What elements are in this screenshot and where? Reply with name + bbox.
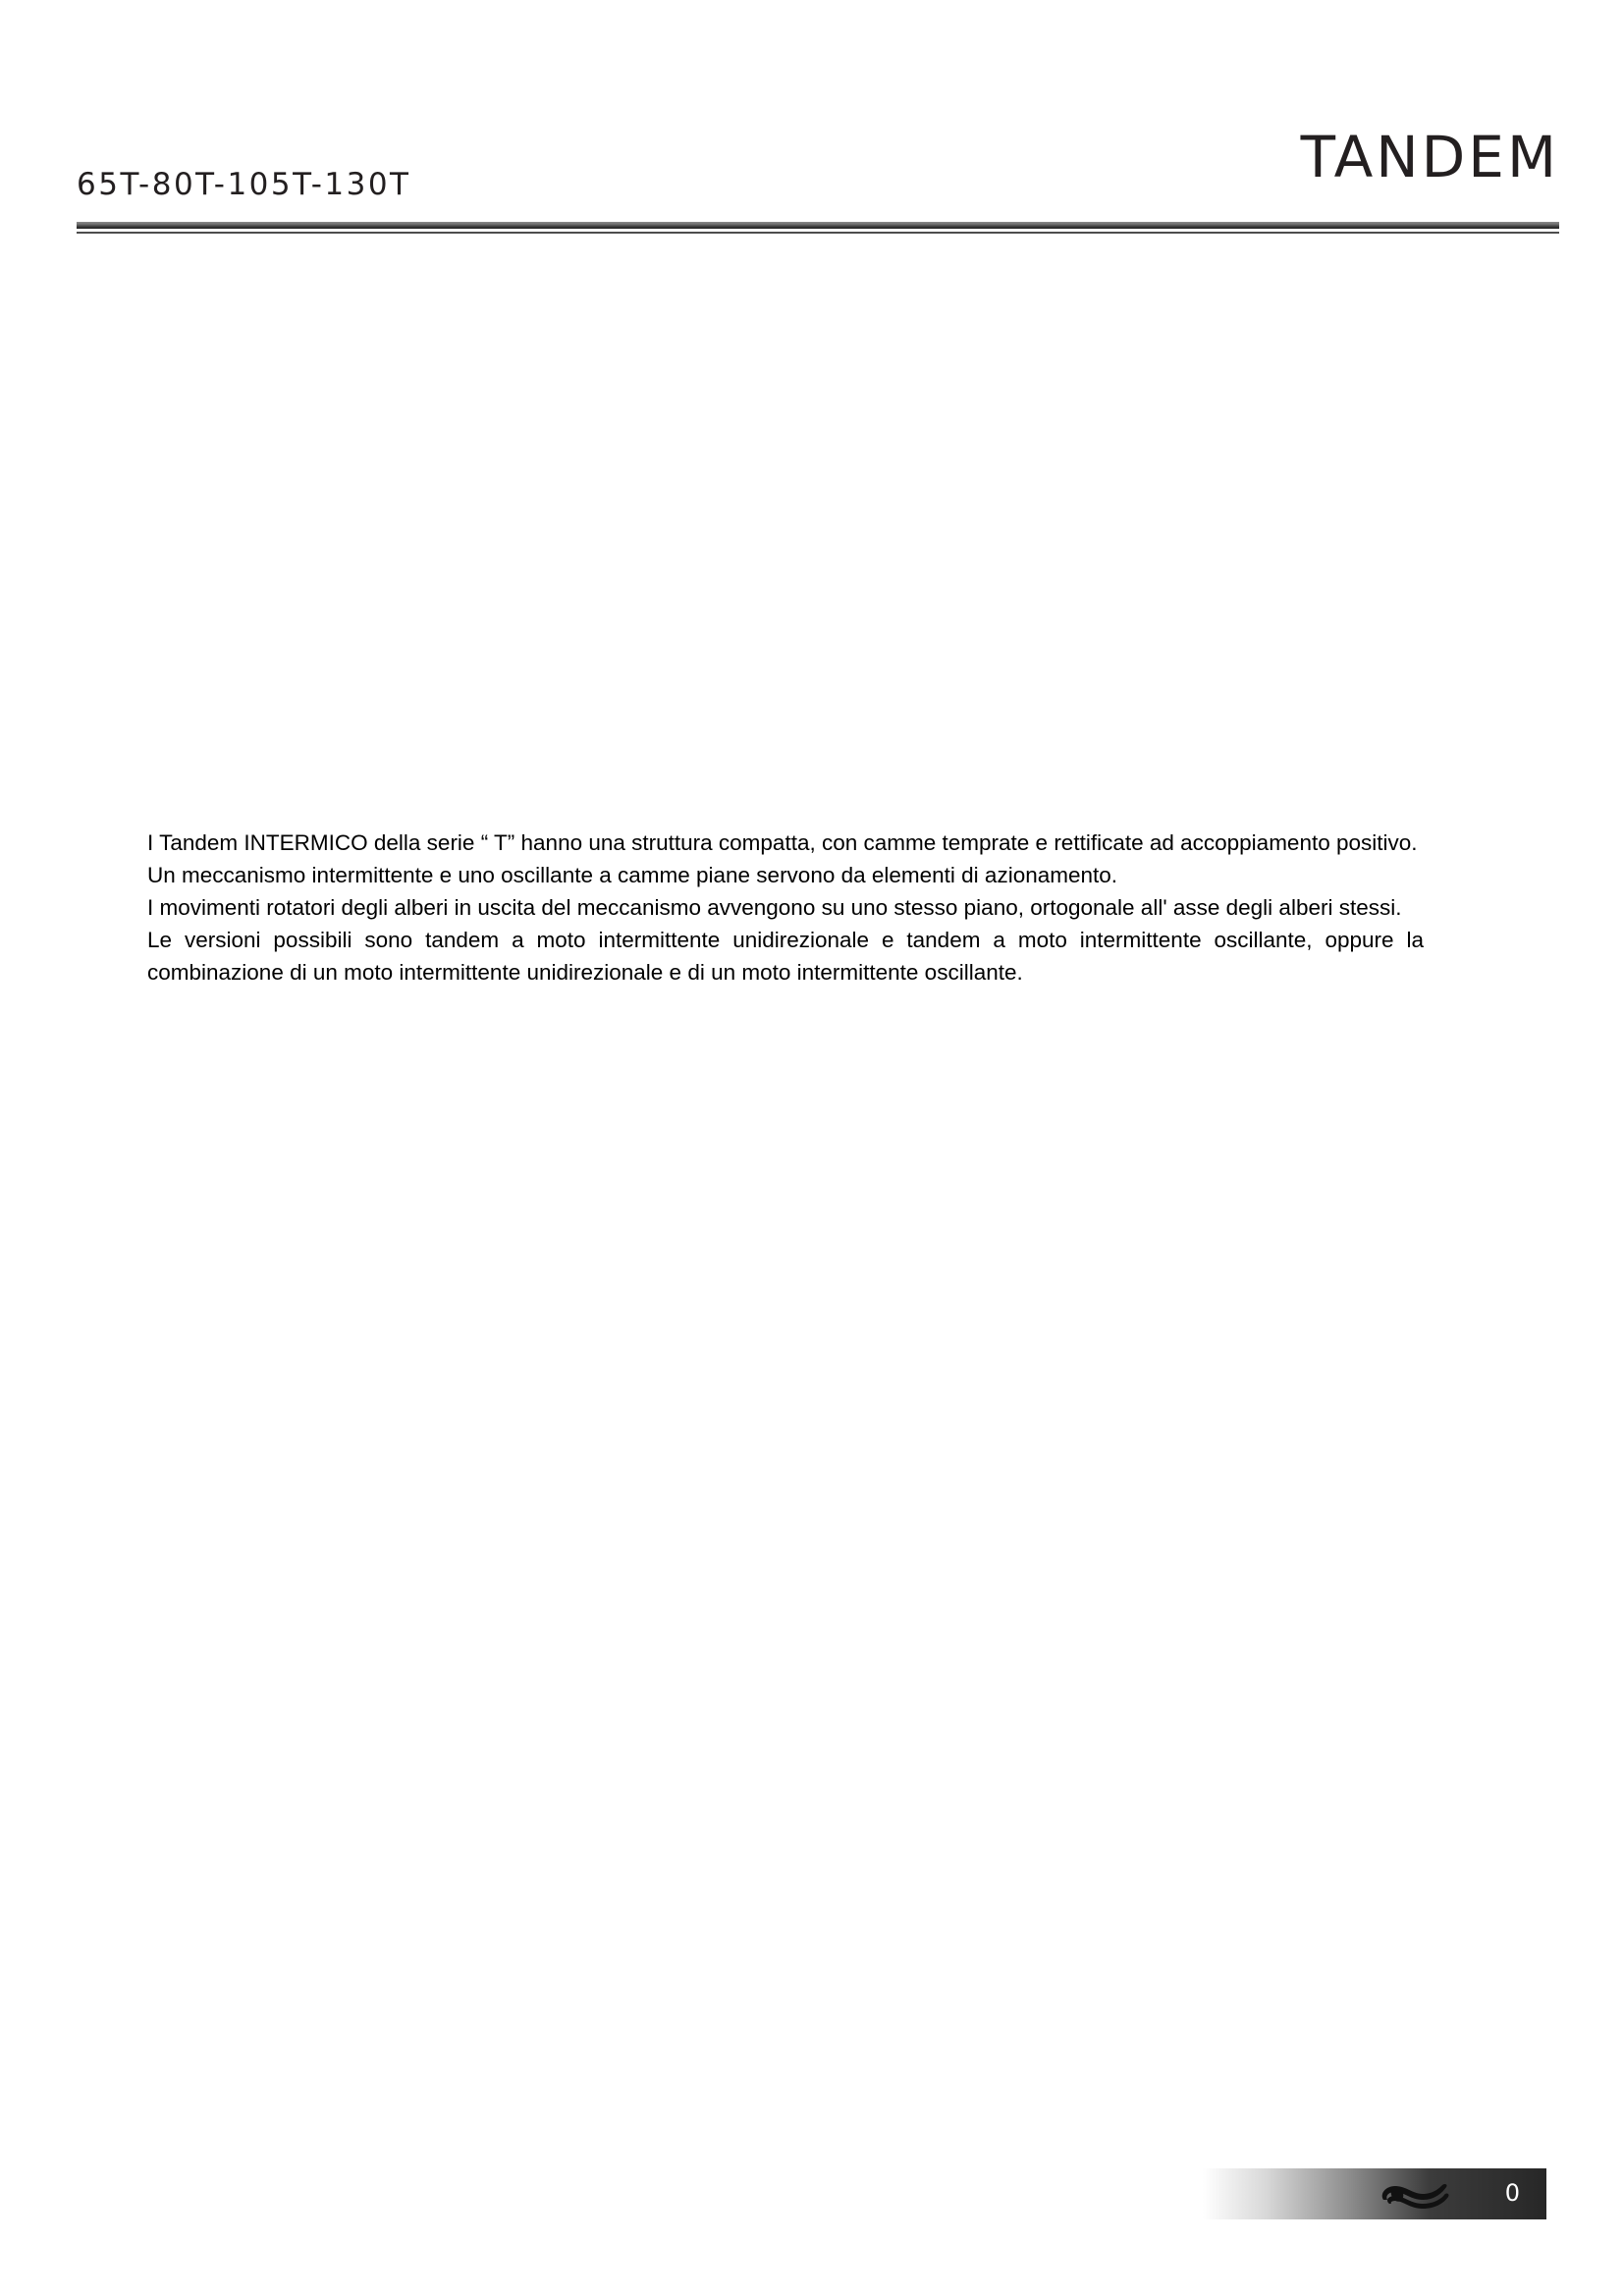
page-header [77, 124, 1559, 236]
paragraph: Un meccanismo intermittente e uno oscillante a camme piane servono da elementi di azionamento. [147, 863, 1118, 887]
header-divider-secondary [77, 232, 1559, 234]
paragraph: Le versioni possibili sono tandem a moto intermittente unidirezionale e tandem a moto intermittente oscillante, oppure la combinazione di un moto intermittente unidirezionale e di un moto intermittente oscillante. [147, 928, 1424, 985]
model-codes: 65T-80T-105T-130T [77, 167, 411, 202]
paragraph: I movimenti rotatori degli alberi in uscita del meccanismo avvengono su uno stesso piano, ortogonale all' asse degli alberi stessi. [147, 895, 1402, 920]
intermico-logo-icon [1374, 2174, 1456, 2214]
brand-title: TANDEM [1300, 124, 1559, 190]
paragraph: I Tandem INTERMICO della serie “ T” hanno una struttura compatta, con camme temprate e rettificate ad accoppiamento positivo. [147, 830, 1418, 855]
header-divider [77, 222, 1559, 229]
page-footer [1203, 2168, 1546, 2219]
description-block [147, 827, 1424, 988]
page-number: 0 [1504, 2179, 1521, 2207]
